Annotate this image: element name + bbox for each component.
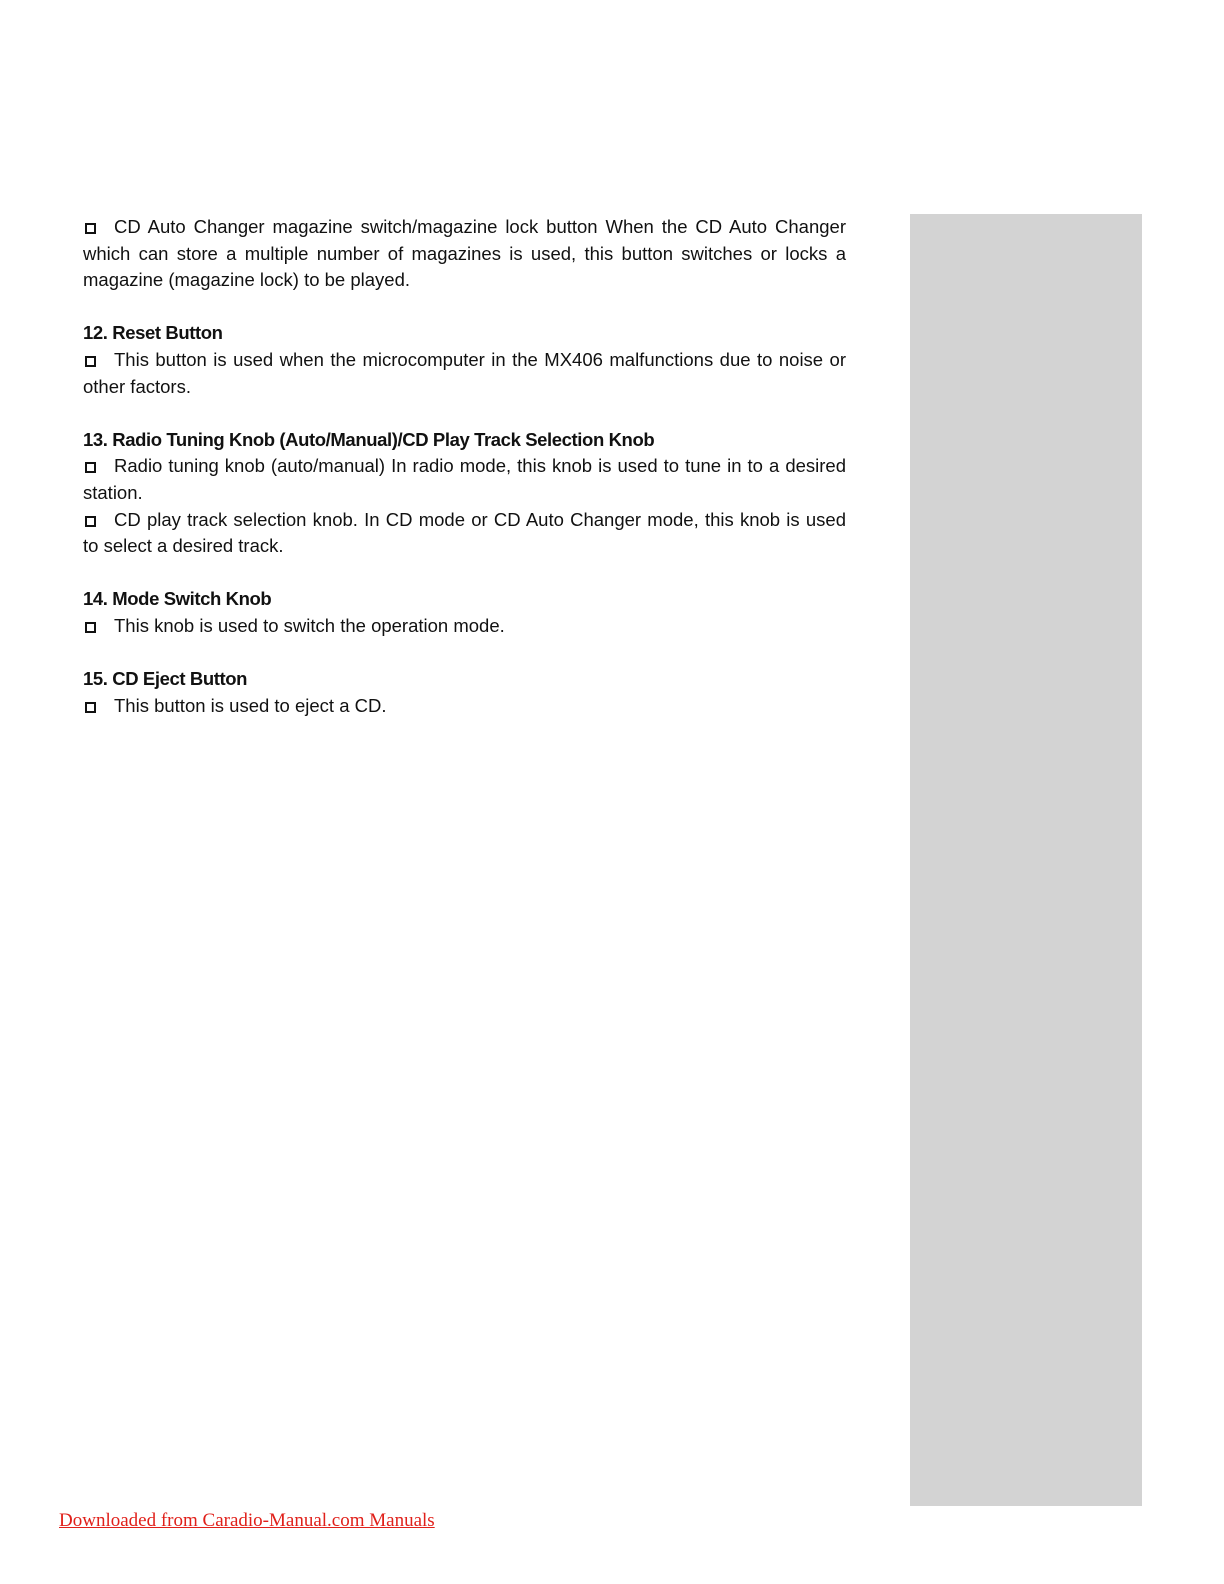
section-item (83, 347, 846, 400)
checkbox-bullet-icon (85, 462, 96, 473)
section-heading: 14. Mode Switch Knob (83, 588, 272, 610)
section-item-text: This button is used to eject a CD. (114, 694, 387, 716)
checkbox-bullet-icon (85, 622, 96, 633)
checkbox-bullet-icon (85, 702, 96, 713)
section-heading: 12. Reset Button (83, 322, 223, 344)
footer-download-link[interactable]: Downloaded from Caradio-Manual.com Manuals (59, 1510, 435, 1531)
intro-paragraph (83, 214, 846, 294)
manual-content (83, 214, 846, 746)
section-item (83, 693, 846, 720)
gray-sidebar-panel (910, 214, 1142, 1506)
section-heading: 15. CD Eject Button (83, 668, 248, 690)
checkbox-bullet-icon (85, 223, 96, 234)
section-item (83, 613, 846, 640)
checkbox-bullet-icon (85, 516, 96, 527)
section-cd-eject-button (83, 666, 846, 719)
section-item-text: This knob is used to switch the operation mode. (114, 614, 505, 636)
section-item (83, 453, 846, 506)
section-heading: 13. Radio Tuning Knob (Auto/Manual)/CD Play Track Selection Knob (83, 428, 655, 450)
section-item-text: CD play track selection knob. In CD mode or CD Auto Changer mode, this knob is used to select a desired track. (83, 508, 846, 557)
section-item-text: This button is used when the microcomputer in the MX406 malfunctions due to noise or other factors. (83, 348, 846, 397)
checkbox-bullet-icon (85, 356, 96, 367)
section-item (83, 507, 846, 560)
section-reset-button (83, 320, 846, 400)
section-radio-tuning-knob (83, 427, 846, 560)
section-item-text: Radio tuning knob (auto/manual) In radio mode, this knob is used to tune in to a desired station. (83, 455, 846, 503)
section-mode-switch-knob (83, 586, 846, 639)
intro-text: CD Auto Changer magazine switch/magazine lock button When the CD Auto Changer which can store a multiple number of magazines is used, this button switches or locks a magazine (magazine lock) to be played. (83, 216, 846, 291)
intro-block (83, 214, 846, 294)
